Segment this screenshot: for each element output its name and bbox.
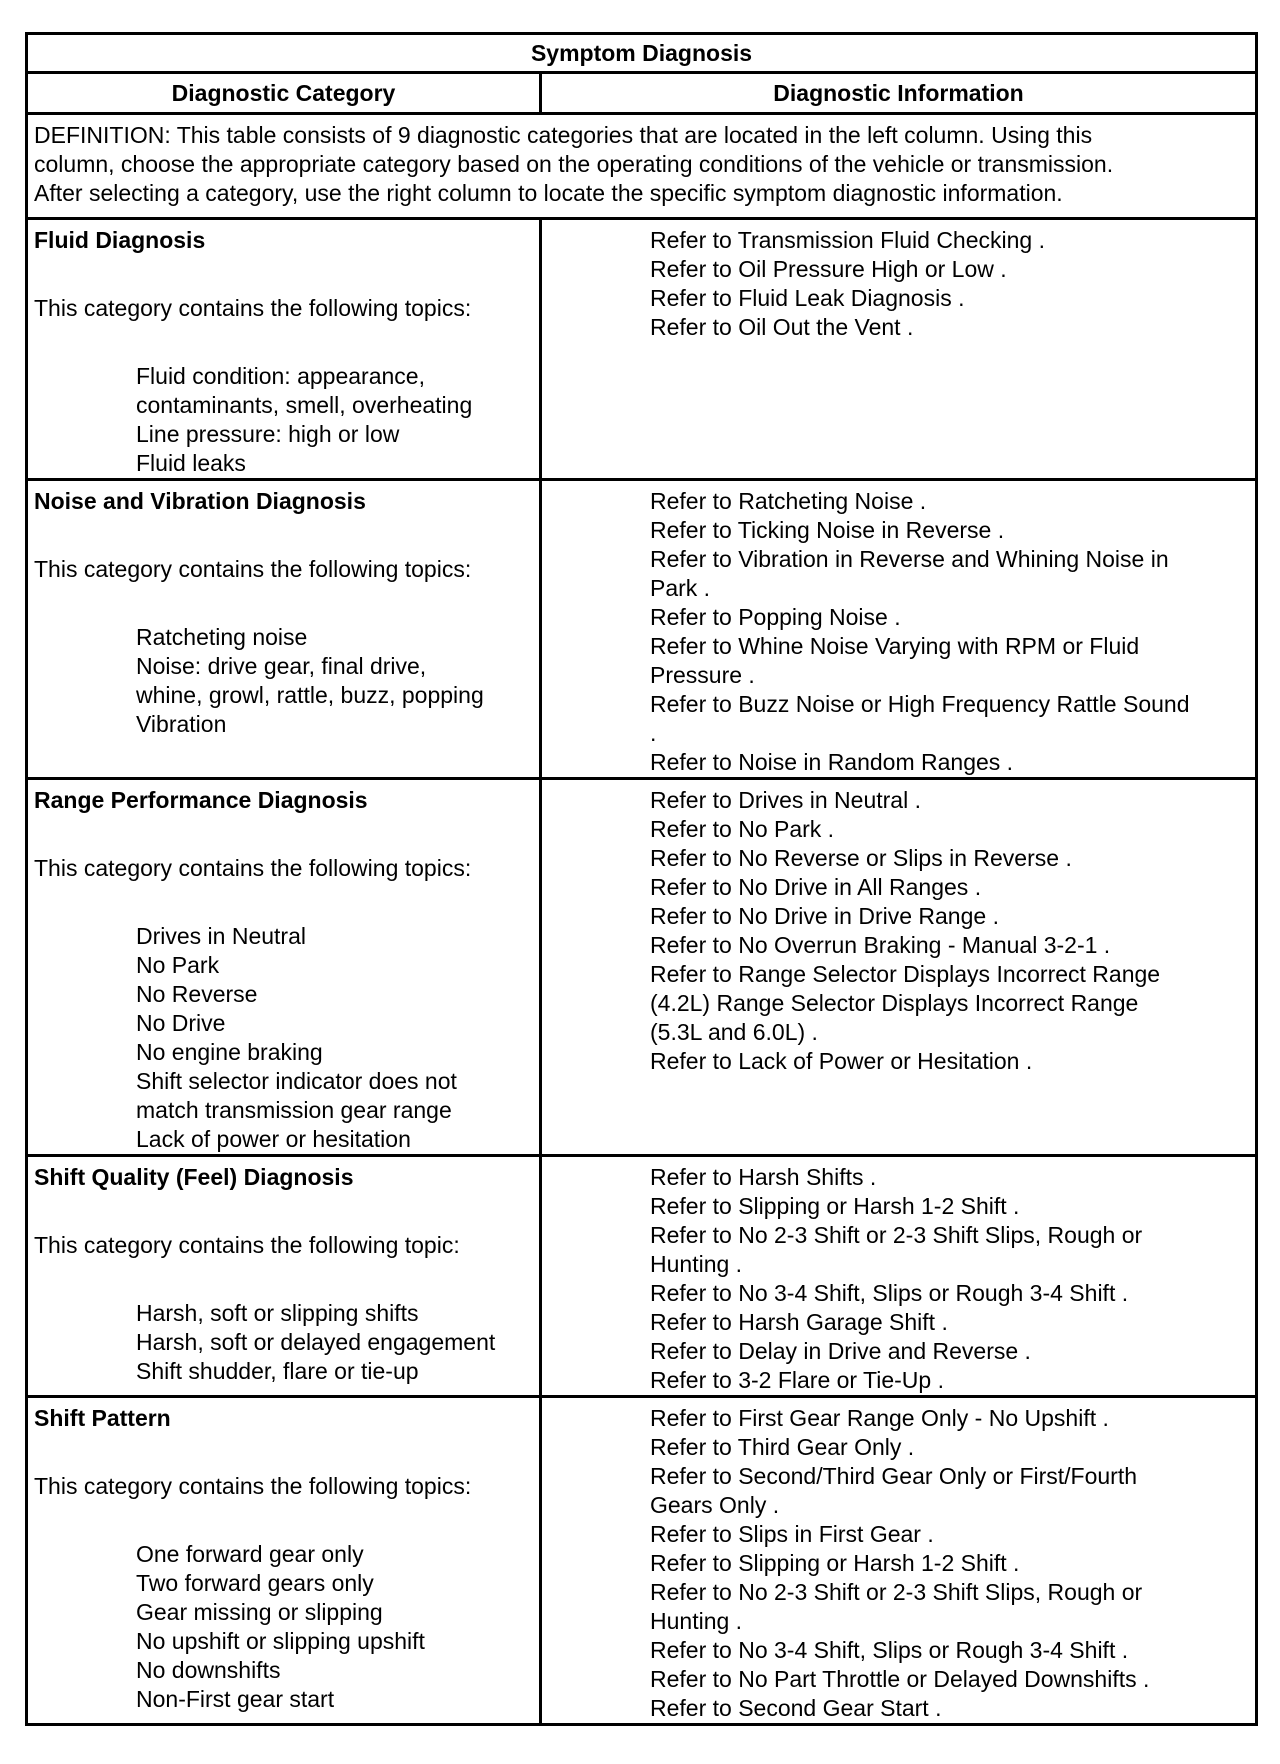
definition-text (27, 114, 1257, 219)
category-cell (27, 779, 541, 1156)
category-name: Range Performance Diagnosis (34, 787, 368, 813)
reference-list (650, 786, 1249, 1076)
column-header-information: Diagnostic Information (541, 73, 1257, 114)
category-name: Noise and Vibration Diagnosis (34, 488, 366, 514)
information-cell (541, 1156, 1257, 1397)
topic-item: contaminants, smell, overheating (136, 392, 473, 418)
reference-link[interactable]: Refer to Fluid Leak Diagnosis . (650, 285, 965, 311)
definition-line: column, choose the appropriate category based on the operating conditions of the vehicle or transmission. (34, 151, 1114, 177)
topic-item: No upshift or slipping upshift (136, 1628, 425, 1654)
reference-link[interactable]: Refer to Slipping or Harsh 1-2 Shift . (650, 1193, 1020, 1219)
topic-list (34, 362, 533, 478)
topic-item: No engine braking (136, 1039, 323, 1065)
category-intro: This category contains the following topics: (34, 1473, 472, 1499)
reference-link[interactable]: Refer to Whine Noise Varying with RPM or Fluid (650, 633, 1140, 659)
topic-list (34, 623, 533, 739)
topic-item: Two forward gears only (136, 1570, 374, 1596)
category-intro: This category contains the following topics: (34, 556, 472, 582)
reference-list (650, 487, 1249, 777)
topic-item: Noise: drive gear, final drive, (136, 653, 427, 679)
category-row (27, 1397, 1257, 1725)
topic-item: Harsh, soft or delayed engagement (136, 1329, 496, 1355)
topic-list (34, 922, 533, 1154)
reference-link[interactable]: (5.3L and 6.0L) . (650, 1019, 818, 1045)
category-cell (27, 1156, 541, 1397)
topic-item: Non-First gear start (136, 1686, 335, 1712)
category-rows (27, 219, 1257, 1725)
category-name: Shift Quality (Feel) Diagnosis (34, 1164, 354, 1190)
information-cell (541, 1397, 1257, 1725)
reference-link[interactable]: Refer to Buzz Noise or High Frequency Rattle Sound (650, 691, 1190, 717)
reference-link[interactable]: Refer to No 2-3 Shift or 2-3 Shift Slips, Rough or (650, 1222, 1143, 1248)
topic-item: Ratcheting noise (136, 624, 308, 650)
reference-list (650, 1163, 1249, 1395)
reference-link[interactable]: Refer to Oil Pressure High or Low . (650, 256, 1007, 282)
category-row (27, 480, 1257, 779)
category-cell (27, 219, 541, 480)
information-cell (541, 779, 1257, 1156)
category-cell (27, 480, 541, 779)
topic-item: Drives in Neutral (136, 923, 306, 949)
reference-list (650, 226, 1249, 342)
reference-link[interactable]: Refer to No 3-4 Shift, Slips or Rough 3-4 Shift . (650, 1637, 1129, 1663)
information-cell (541, 480, 1257, 779)
reference-list (650, 1404, 1249, 1723)
reference-link[interactable]: Refer to Slipping or Harsh 1-2 Shift . (650, 1550, 1020, 1576)
topic-item: Lack of power or hesitation (136, 1126, 411, 1152)
reference-link[interactable]: Refer to Harsh Shifts . (650, 1164, 877, 1190)
topic-item: Line pressure: high or low (136, 421, 400, 447)
topic-list (34, 1540, 533, 1714)
topic-item: Vibration (136, 711, 227, 737)
reference-link[interactable]: Refer to Harsh Garage Shift . (650, 1309, 948, 1335)
reference-link[interactable]: Refer to Oil Out the Vent . (650, 314, 914, 340)
topic-item: Gear missing or slipping (136, 1599, 383, 1625)
reference-link[interactable]: Refer to No Part Throttle or Delayed Downshifts . (650, 1666, 1150, 1692)
reference-link[interactable]: (4.2L) Range Selector Displays Incorrect Range (650, 990, 1139, 1016)
topic-item: match transmission gear range (136, 1097, 452, 1123)
reference-link[interactable]: Refer to Noise in Random Ranges . (650, 749, 1014, 775)
reference-link[interactable]: Refer to No Overrun Braking - Manual 3-2-1 . (650, 932, 1111, 958)
category-intro: This category contains the following topic: (34, 1232, 460, 1258)
reference-link[interactable]: Gears Only . (650, 1492, 780, 1518)
table-title: Symptom Diagnosis (27, 34, 1257, 73)
reference-link[interactable]: Refer to No Park . (650, 816, 835, 842)
category-name: Shift Pattern (34, 1405, 171, 1431)
column-header-category: Diagnostic Category (27, 73, 541, 114)
reference-link[interactable]: Refer to Second Gear Start . (650, 1695, 942, 1721)
reference-link[interactable]: Refer to Drives in Neutral . (650, 787, 921, 813)
reference-link[interactable]: Refer to Transmission Fluid Checking . (650, 227, 1045, 253)
reference-link[interactable]: . (650, 720, 657, 746)
category-cell (27, 1397, 541, 1725)
definition-line: After selecting a category, use the right column to locate the specific symptom diagnostic information. (34, 180, 1063, 206)
topic-item: Shift selector indicator does not (136, 1068, 457, 1094)
reference-link[interactable]: Hunting . (650, 1608, 743, 1634)
topic-item: No Park (136, 952, 220, 978)
reference-link[interactable]: Refer to Ratcheting Noise . (650, 488, 927, 514)
reference-link[interactable]: Park . (650, 575, 711, 601)
topic-item: Fluid condition: appearance, (136, 363, 425, 389)
definition-row (27, 114, 1257, 219)
topic-item: whine, growl, rattle, buzz, popping (136, 682, 484, 708)
reference-link[interactable]: Refer to Delay in Drive and Reverse . (650, 1338, 1031, 1364)
reference-link[interactable]: Refer to No Reverse or Slips in Reverse . (650, 845, 1072, 871)
reference-link[interactable]: Refer to First Gear Range Only - No Upshift . (650, 1405, 1109, 1431)
topic-item: No downshifts (136, 1657, 281, 1683)
category-row (27, 1156, 1257, 1397)
definition-line: DEFINITION: This table consists of 9 diagnostic categories that are located in the left column. Using this (34, 122, 1093, 148)
symptom-diagnosis-table (25, 32, 1258, 1726)
information-cell (541, 219, 1257, 480)
reference-link[interactable]: Refer to No Drive in Drive Range . (650, 903, 999, 929)
reference-link[interactable]: Refer to Vibration in Reverse and Whining Noise in (650, 546, 1169, 572)
header-row (27, 73, 1257, 114)
reference-link[interactable]: Refer to Slips in First Gear . (650, 1521, 934, 1547)
topic-item: No Reverse (136, 981, 258, 1007)
reference-link[interactable]: Refer to No 2-3 Shift or 2-3 Shift Slips, Rough or (650, 1579, 1143, 1605)
topic-item: Harsh, soft or slipping shifts (136, 1300, 419, 1326)
reference-link[interactable]: Refer to Ticking Noise in Reverse . (650, 517, 1005, 543)
reference-link[interactable]: Refer to Third Gear Only . (650, 1434, 915, 1460)
reference-link[interactable]: Pressure . (650, 662, 755, 688)
topic-item: Shift shudder, flare or tie-up (136, 1358, 419, 1384)
category-row (27, 779, 1257, 1156)
title-row (27, 34, 1257, 73)
topic-item: No Drive (136, 1010, 226, 1036)
topic-item: Fluid leaks (136, 450, 246, 476)
category-name: Fluid Diagnosis (34, 227, 206, 253)
reference-link[interactable]: Refer to No 3-4 Shift, Slips or Rough 3-4 Shift . (650, 1280, 1129, 1306)
reference-link[interactable]: Refer to Range Selector Displays Incorrect Range (650, 961, 1161, 987)
reference-link[interactable]: Hunting . (650, 1251, 743, 1277)
topic-list (34, 1299, 533, 1386)
reference-link[interactable]: Refer to Popping Noise . (650, 604, 901, 630)
category-intro: This category contains the following topics: (34, 295, 472, 321)
category-row (27, 219, 1257, 480)
reference-link[interactable]: Refer to Lack of Power or Hesitation . (650, 1048, 1033, 1074)
category-intro: This category contains the following topics: (34, 855, 472, 881)
reference-link[interactable]: Refer to 3-2 Flare or Tie-Up . (650, 1367, 944, 1393)
topic-item: One forward gear only (136, 1541, 364, 1567)
reference-link[interactable]: Refer to Second/Third Gear Only or First/Fourth (650, 1463, 1138, 1489)
reference-link[interactable]: Refer to No Drive in All Ranges . (650, 874, 982, 900)
